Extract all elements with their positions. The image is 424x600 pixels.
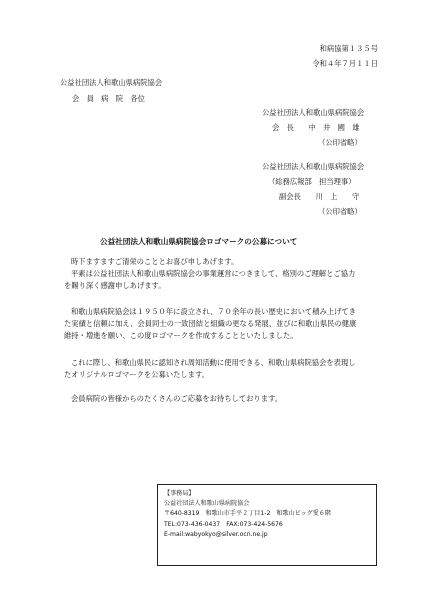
sender1-organization: 公益社団法人和歌山県病院協会 bbox=[262, 108, 365, 117]
sender2-department: （総務広報部 担当理事） bbox=[268, 177, 356, 186]
contact-address: 〒640-8319 和歌山市手平２丁目1-2 和歌山ビッグ愛６階 bbox=[164, 510, 332, 518]
contact-box bbox=[157, 484, 377, 566]
body-line: たオリジナルロゴマークを公募いたします。 bbox=[64, 370, 209, 380]
sender1-seal-note: （公印省略） bbox=[318, 138, 362, 147]
sender1-person: 会 長 中 井 國 雄 bbox=[272, 123, 360, 132]
body-line: た実績と信頼に加え、会員同士の一致団結と組織の更なる発展、並びに和歌山県民の健康 bbox=[64, 319, 357, 329]
contact-organization: 公益社団法人和歌山県病院協会 bbox=[164, 500, 250, 508]
document-number: 和病協第１３５号 bbox=[319, 44, 378, 53]
sender2-seal-note: （公印省略） bbox=[318, 207, 362, 216]
recipient-line: 会 員 病 院 各位 bbox=[72, 94, 145, 103]
body-line: これに際し、和歌山県民に認知され周知活動に使用できる、和歌山県病院協会を表現し bbox=[71, 358, 356, 367]
body-line: 和歌山県病院協会は１９５０年に設立され、７０余年の長い歴史において積み上げてき bbox=[71, 307, 357, 316]
contact-heading: 【事務局】 bbox=[164, 490, 195, 497]
contact-phone: TEL:073-436-0437 FAX:073-424-5676 bbox=[164, 520, 283, 528]
body-line: 平素は公益社団法人和歌山県病院協会の事業運営につきまして、格別のご理解とご協力 bbox=[71, 269, 356, 279]
document-date: 令和４年７月１１日 bbox=[312, 59, 378, 68]
sender2-person: 副会長 川 上 守 bbox=[279, 192, 360, 201]
body-paragraph bbox=[64, 357, 382, 381]
document-title: 公益社団法人和歌山県病院協会ロゴマークの公募について bbox=[100, 237, 298, 246]
body-paragraph bbox=[64, 393, 382, 405]
body-paragraph bbox=[64, 256, 382, 293]
recipient-organization: 公益社団法人和歌山県病院協会 bbox=[60, 78, 163, 87]
contact-email: E-mail:wabyokyo@silver.ocn.ne.jp bbox=[164, 530, 268, 538]
body-paragraph bbox=[64, 306, 382, 343]
body-line: を賜り深く感謝申しあげます。 bbox=[64, 281, 166, 291]
body-line: 維持・増進を願い、この度ロゴマークを作成することといたしました。 bbox=[64, 331, 298, 341]
body-line: 会員病院の皆様からのたくさんのご応募をお待ちしております。 bbox=[71, 394, 283, 403]
sender2-organization: 公益社団法人和歌山県病院協会 bbox=[262, 162, 365, 171]
body-line: 時下ますますご清栄のこととお喜び申しあげます。 bbox=[71, 257, 239, 266]
